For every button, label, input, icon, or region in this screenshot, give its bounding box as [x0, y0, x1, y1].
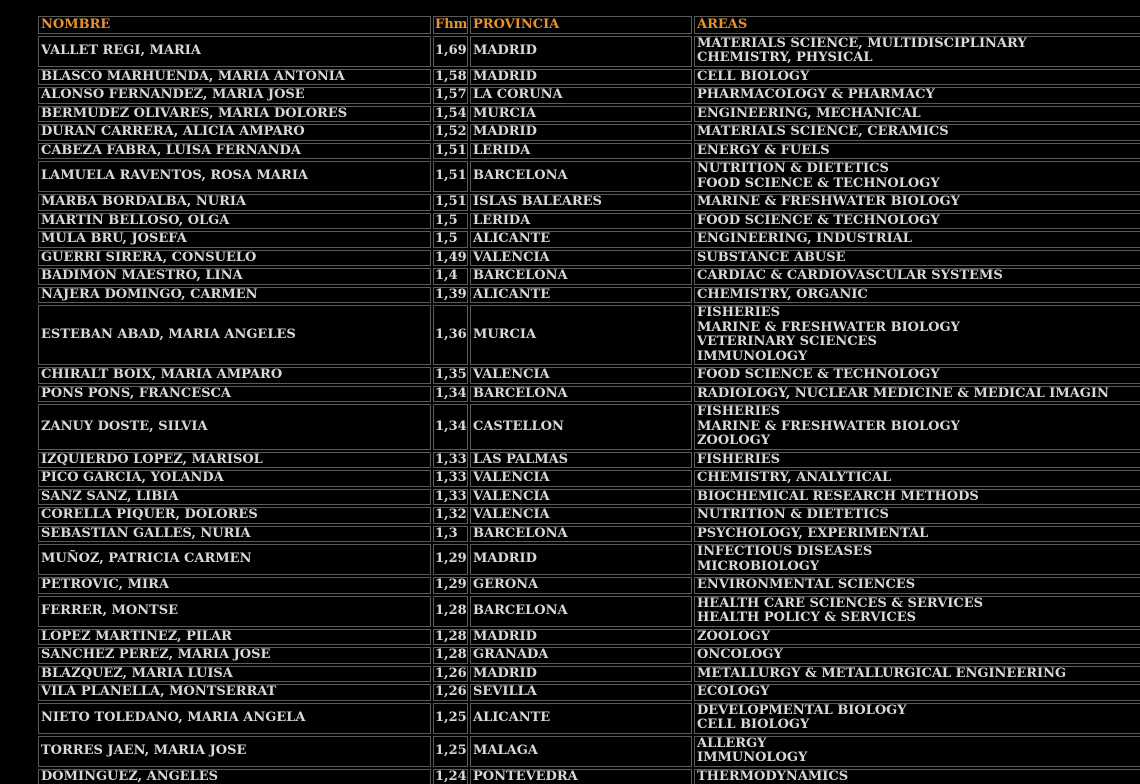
area-line: CHEMISTRY, PHYSICAL	[697, 50, 873, 65]
table-row	[38, 250, 1140, 267]
cell-nombre: IZQUIERDO LOPEZ, MARISOL	[38, 452, 431, 469]
cell-provincia: MADRID	[470, 69, 692, 86]
cell-fhm: 1,51	[435, 142, 467, 158]
area-line: HEALTH POLICY & SERVICES	[697, 610, 917, 625]
header-nombre: NOMBRE	[38, 16, 431, 34]
cell-fhm: 1,35	[435, 367, 467, 382]
area-line: ECOLOGY	[697, 684, 770, 699]
cell-fhm: 1,33	[435, 451, 467, 467]
ranking-table	[36, 14, 1140, 784]
table-row	[38, 684, 1140, 701]
cell-fhm: 1,32	[435, 507, 467, 522]
cell-fhm: 1,28	[433, 596, 468, 627]
cell-provincia: BARCELONA	[470, 386, 692, 403]
area-line: CELL BIOLOGY	[697, 68, 810, 84]
area-line: MARINE & FRESHWATER BIOLOGY	[697, 418, 960, 434]
cell-provincia: MALAGA	[470, 736, 692, 767]
table-body	[38, 36, 1140, 784]
cell-fhm: 1,57	[435, 87, 467, 102]
cell-fhm: 1,33	[435, 470, 467, 485]
cell-provincia: VALENCIA	[470, 507, 692, 524]
table-row	[38, 124, 1140, 141]
cell-provincia: VALENCIA	[470, 367, 692, 384]
cell-provincia: ALICANTE	[470, 703, 692, 734]
cell-areas	[694, 69, 1140, 86]
area-line: ENERGY & FUELS	[697, 142, 830, 158]
cell-provincia: LERIDA	[470, 213, 692, 230]
table-row	[38, 36, 1140, 67]
table-row	[38, 106, 1140, 123]
cell-areas	[694, 305, 1140, 365]
cell-provincia: VALENCIA	[470, 250, 692, 267]
table-row	[38, 194, 1140, 211]
cell-fhm: 1,54	[435, 105, 467, 121]
cell-nombre: LOPEZ MARTINEZ, PILAR	[38, 629, 431, 646]
cell-nombre: LAMUELA RAVENTOS, ROSA MARIA	[38, 161, 431, 192]
area-line: IMMUNOLOGY	[697, 348, 808, 364]
cell-nombre: PICO GARCIA, YOLANDA	[38, 470, 431, 487]
area-line: DEVELOPMENTAL BIOLOGY	[697, 702, 907, 718]
area-line: FOOD SCIENCE & TECHNOLOGY	[697, 212, 940, 228]
cell-provincia: MADRID	[470, 36, 692, 67]
table-row	[38, 507, 1140, 524]
cell-areas	[694, 647, 1140, 664]
table-row	[38, 143, 1140, 160]
cell-areas	[694, 213, 1140, 230]
cell-fhm: 1,51	[435, 194, 467, 209]
cell-areas	[694, 367, 1140, 384]
cell-provincia: CASTELLON	[470, 404, 692, 450]
cell-nombre: DOMINGUEZ, ANGELES	[38, 769, 431, 784]
cell-nombre: DURAN CARRERA, ALICIA AMPARO	[38, 124, 431, 141]
area-line: MATERIALS SCIENCE, MULTIDISCIPLINARY	[697, 35, 1027, 51]
cell-fhm: 1,28	[435, 647, 467, 662]
cell-areas	[694, 507, 1140, 524]
cell-provincia: GRANADA	[470, 647, 692, 664]
table-row	[38, 470, 1140, 487]
cell-areas	[694, 161, 1140, 192]
table-row	[38, 87, 1140, 104]
area-line: NUTRITION & DIETETICS	[697, 507, 889, 522]
table-row	[38, 647, 1140, 664]
cell-areas	[694, 36, 1140, 67]
area-line: IMMUNOLOGY	[697, 750, 808, 765]
cell-fhm: 1,28	[435, 628, 467, 644]
cell-areas	[694, 268, 1140, 285]
cell-fhm: 1,29	[435, 577, 467, 592]
header-row	[38, 16, 1140, 34]
cell-fhm: 1,51	[433, 161, 468, 192]
cell-areas	[694, 703, 1140, 734]
cell-fhm: 1,4	[433, 268, 468, 285]
cell-nombre: TORRES JAEN, MARIA JOSE	[38, 736, 431, 767]
cell-areas	[694, 386, 1140, 403]
cell-areas	[694, 124, 1140, 141]
cell-fhm: 1,25	[433, 703, 468, 734]
area-line: PHARMACOLOGY & PHARMACY	[697, 87, 935, 102]
area-line: FOOD SCIENCE & TECHNOLOGY	[697, 175, 940, 191]
cell-nombre: BERMUDEZ OLIVARES, MARIA DOLORES	[38, 106, 431, 123]
cell-areas	[694, 769, 1140, 784]
area-line: NUTRITION & DIETETICS	[697, 161, 889, 176]
cell-provincia: MADRID	[470, 666, 692, 683]
cell-areas	[694, 143, 1140, 160]
table-row	[38, 231, 1140, 248]
table-row	[38, 544, 1140, 575]
cell-nombre: MUÑOZ, PATRICIA CARMEN	[38, 544, 431, 575]
cell-nombre: SEBASTIAN GALLES, NURIA	[38, 526, 431, 543]
table-row	[38, 452, 1140, 469]
cell-nombre: VILA PLANELLA, MONTSERRAT	[38, 684, 431, 701]
header-provincia: PROVINCIA	[470, 16, 692, 34]
table-row	[38, 287, 1140, 304]
cell-areas	[694, 666, 1140, 683]
cell-provincia: ALICANTE	[470, 231, 692, 248]
table-row	[38, 404, 1140, 450]
table-row	[38, 666, 1140, 683]
cell-nombre: VALLET REGI, MARIA	[38, 36, 431, 67]
area-line: MICROBIOLOGY	[697, 558, 820, 574]
cell-fhm: 1,26	[435, 684, 467, 699]
cell-nombre: MARBA BORDALBA, NURIA	[38, 194, 431, 211]
area-line: HEALTH CARE SCIENCES & SERVICES	[697, 595, 983, 611]
cell-areas	[694, 470, 1140, 487]
cell-nombre: CHIRALT BOIX, MARIA AMPARO	[38, 367, 431, 384]
area-line: MATERIALS SCIENCE, CERAMICS	[697, 124, 949, 139]
table-row	[38, 386, 1140, 403]
cell-fhm: 1,52	[435, 124, 467, 139]
area-line: SUBSTANCE ABUSE	[697, 249, 846, 265]
cell-provincia: MURCIA	[470, 305, 692, 365]
cell-provincia: VALENCIA	[470, 489, 692, 506]
cell-fhm: 1,5	[433, 231, 468, 248]
table-row	[38, 367, 1140, 384]
cell-areas	[694, 452, 1140, 469]
area-line: MARINE & FRESHWATER BIOLOGY	[697, 194, 960, 209]
cell-provincia: BARCELONA	[470, 526, 692, 543]
area-line: CARDIAC & CARDIOVASCULAR SYSTEMS	[697, 268, 1003, 283]
area-line: MARINE & FRESHWATER BIOLOGY	[697, 319, 960, 335]
cell-areas	[694, 544, 1140, 575]
cell-fhm: 1,33	[435, 488, 467, 504]
cell-fhm: 1,34	[433, 404, 468, 450]
cell-nombre: ALONSO FERNANDEZ, MARIA JOSE	[38, 87, 431, 104]
cell-areas	[694, 736, 1140, 767]
area-line: VETERINARY SCIENCES	[697, 334, 877, 349]
cell-areas	[694, 87, 1140, 104]
cell-provincia: GERONA	[470, 577, 692, 594]
cell-nombre: SANZ SANZ, LIBIA	[38, 489, 431, 506]
cell-provincia: BARCELONA	[470, 596, 692, 627]
table-row	[38, 526, 1140, 543]
cell-areas	[694, 577, 1140, 594]
cell-nombre: ZANUY DOSTE, SILVIA	[38, 404, 431, 450]
cell-provincia: ALICANTE	[470, 287, 692, 304]
cell-nombre: NIETO TOLEDANO, MARIA ANGELA	[38, 703, 431, 734]
cell-nombre: MARTIN BELLOSO, OLGA	[38, 213, 431, 230]
cell-areas	[694, 231, 1140, 248]
cell-areas	[694, 629, 1140, 646]
area-line: FISHERIES	[697, 404, 781, 419]
cell-provincia: LAS PALMAS	[470, 452, 692, 469]
cell-nombre: NAJERA DOMINGO, CARMEN	[38, 287, 431, 304]
cell-provincia: MADRID	[470, 124, 692, 141]
area-line: METALLURGY & METALLURGICAL ENGINEERING	[697, 665, 1067, 681]
cell-areas	[694, 287, 1140, 304]
cell-nombre: CABEZA FABRA, LUISA FERNANDA	[38, 143, 431, 160]
cell-areas	[694, 526, 1140, 543]
table-row	[38, 69, 1140, 86]
area-line: INFECTIOUS DISEASES	[697, 544, 873, 559]
cell-fhm: 1,49	[435, 249, 467, 265]
cell-areas	[694, 489, 1140, 506]
table-row	[38, 629, 1140, 646]
cell-fhm: 1,26	[435, 665, 467, 681]
cell-areas	[694, 404, 1140, 450]
cell-provincia: MADRID	[470, 544, 692, 575]
cell-fhm: 1,3	[433, 526, 468, 543]
top-strip	[0, 0, 1140, 14]
cell-areas	[694, 106, 1140, 123]
cell-provincia: LERIDA	[470, 143, 692, 160]
area-line: PSYCHOLOGY, EXPERIMENTAL	[697, 525, 929, 541]
cell-nombre: FERRER, MONTSE	[38, 596, 431, 627]
area-line: THERMODYNAMICS	[697, 768, 849, 784]
cell-nombre: MULA BRU, JOSEFA	[38, 231, 431, 248]
area-line: CELL BIOLOGY	[697, 717, 810, 732]
area-line: ENGINEERING, MECHANICAL	[697, 105, 921, 121]
cell-fhm: 1,36	[433, 305, 468, 365]
cell-nombre: CORELLA PIQUER, DOLORES	[38, 507, 431, 524]
table-row	[38, 736, 1140, 767]
area-line: ENGINEERING, INDUSTRIAL	[697, 231, 912, 246]
cell-provincia: BARCELONA	[470, 161, 692, 192]
table-header	[38, 16, 1140, 34]
cell-provincia: BARCELONA	[470, 268, 692, 285]
cell-provincia: ISLAS BALEARES	[470, 194, 692, 211]
table-row	[38, 489, 1140, 506]
cell-nombre: BLASCO MARHUENDA, MARIA ANTONIA	[38, 69, 431, 86]
cell-provincia: VALENCIA	[470, 470, 692, 487]
cell-fhm: 1,39	[435, 286, 467, 302]
cell-provincia: LA CORUÑA	[470, 87, 692, 104]
area-line: FOOD SCIENCE & TECHNOLOGY	[697, 367, 940, 382]
cell-fhm: 1,25	[433, 736, 468, 767]
table-row	[38, 161, 1140, 192]
cell-fhm: 1,34	[435, 385, 467, 401]
cell-provincia: PONTEVEDRA	[470, 769, 692, 784]
area-line: BIOCHEMICAL RESEARCH METHODS	[697, 488, 979, 504]
table-row	[38, 268, 1140, 285]
cell-provincia: MADRID	[470, 629, 692, 646]
cell-nombre: PONS PONS, FRANCESCA	[38, 386, 431, 403]
cell-areas	[694, 250, 1140, 267]
cell-nombre: ESTEBAN ABAD, MARIA ANGELES	[38, 305, 431, 365]
cell-nombre: BADIMON MAESTRO, LINA	[38, 268, 431, 285]
table-row	[38, 769, 1140, 784]
cell-fhm: 1,29	[433, 544, 468, 575]
cell-areas	[694, 194, 1140, 211]
table-row	[38, 596, 1140, 627]
cell-areas	[694, 684, 1140, 701]
header-areas: ÁREAS	[694, 16, 1140, 34]
area-line: FISHERIES	[697, 305, 781, 320]
area-line: CHEMISTRY, ANALYTICAL	[697, 470, 892, 485]
area-line: ENVIRONMENTAL SCIENCES	[697, 577, 916, 592]
cell-fhm: 1,69	[433, 36, 468, 67]
cell-fhm: 1,5	[433, 213, 468, 230]
table-row	[38, 703, 1140, 734]
cell-nombre: BLAZQUEZ, MARIA LUISA	[38, 666, 431, 683]
area-line: RADIOLOGY, NUCLEAR MEDICINE & MEDICAL IMAGIN	[697, 385, 1109, 401]
area-line: ZOOLOGY	[697, 628, 770, 644]
header-fhm: Fhm	[435, 17, 468, 32]
cell-nombre: GUERRI SIRERA, CONSUELO	[38, 250, 431, 267]
area-line: ZOOLOGY	[697, 433, 770, 448]
cell-provincia: SEVILLA	[470, 684, 692, 701]
table-row	[38, 213, 1140, 230]
cell-nombre: PETROVIC, MIRA	[38, 577, 431, 594]
cell-fhm: 1,24	[435, 768, 467, 784]
cell-fhm: 1,58	[435, 68, 467, 84]
area-line: ALLERGY	[697, 735, 767, 751]
cell-nombre: SANCHEZ PEREZ, MARIA JOSE	[38, 647, 431, 664]
area-line: CHEMISTRY, ORGANIC	[697, 286, 868, 302]
table-row	[38, 305, 1140, 365]
table-row	[38, 577, 1140, 594]
area-line: FISHERIES	[697, 451, 781, 467]
area-line: ONCOLOGY	[697, 647, 783, 662]
cell-provincia: MURCIA	[470, 106, 692, 123]
cell-areas	[694, 596, 1140, 627]
